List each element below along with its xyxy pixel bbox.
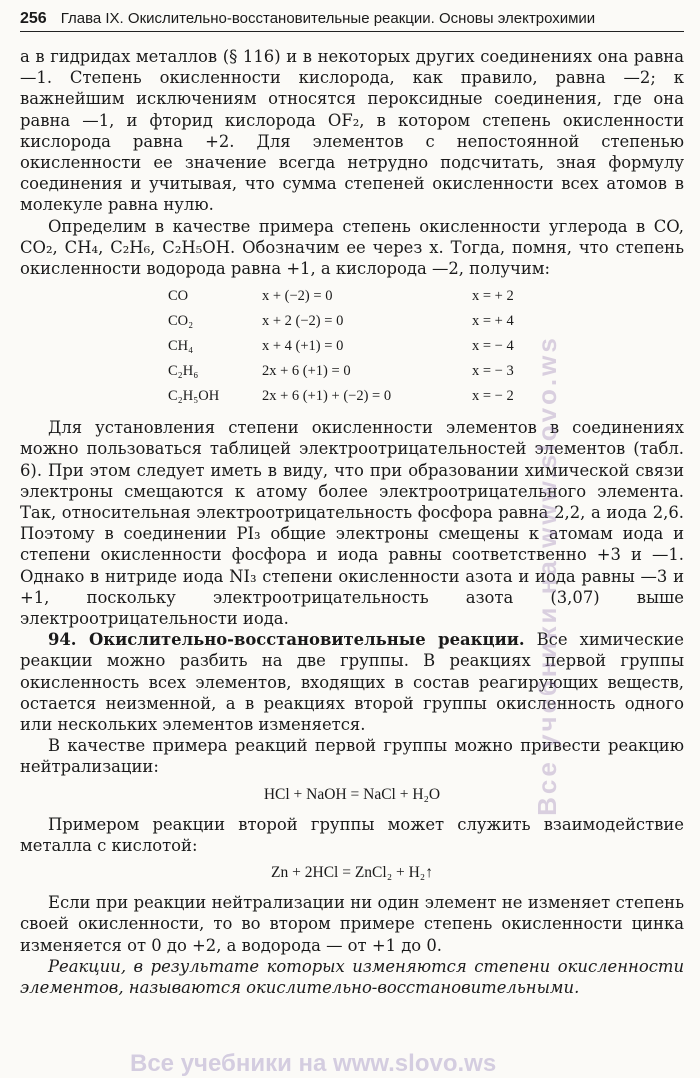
paragraph-3: Для установления степени окисленности элементов в соединениях можно пользоваться таблицей электроотрицательностей элементов (табл. 6). При этом следует иметь в виду, что при образовании химической связи электроны смещаются к атому более электроотрицательного элемента. Так, относительная электроотрицательность фосфора равна 2,2, а иода 2,6. Поэтому в соединении PI₃ общие электроны смещены к атомам иода и степени окисленности фосфора и иода равны соответственно +3 и —1. Однако в нитриде иода NI₃ степени окисленности азота и иода равны —3 и +1, поскольку электроотрицательность азота (3,07) выше электроотрицательности иода. <box>20 418 684 629</box>
page-number: 256 <box>20 10 47 27</box>
formula-equation: x + (−2) = 0 <box>262 288 333 305</box>
formula-compound: C₂H₆ <box>168 363 199 380</box>
side-watermark: Все учебники на www.slovo.ws <box>532 335 563 816</box>
formula-result: x = − 3 <box>472 363 514 380</box>
formula-equation: 2x + 6 (+1) = 0 <box>262 363 351 380</box>
formula-row <box>20 384 684 409</box>
oxidation-state-formulas <box>20 284 684 409</box>
formula-result: x = − 4 <box>472 338 514 355</box>
paragraph-2: Определим в качестве примера степень окисленности углерода в CO, CO₂, CH₄, C₂H₆, C₂H₅OH. Обозначим ее через x. Тогда, помня, что степень окисленности водорода равна +1, а кислорода —2, получим: <box>20 216 684 279</box>
paragraph-1: а в гидридах металлов (§ 116) и в некоторых других соединениях она равна —1. Степень окисленности кислорода, как правило, равна —2; к важнейшим исключениям относятся пероксидные соединения, где она равна —1, и фторид кислорода OF₂, в котором степень окисленности кислорода равна +2. Для элементов с непостоянной степенью окисленности ее значение всегда нетрудно подсчитать, зная формулу соединения и учитывая, что сумма степеней окисленности всех атомов в молекуле равна нулю. <box>20 47 684 215</box>
neutralization-equation: HCl + NaOH = NaCl + H₂O <box>263 785 441 803</box>
formula-row <box>20 309 684 334</box>
formula-equation: x + 2 (−2) = 0 <box>262 313 344 330</box>
running-title: Глава IX. Окислительно-восстановительные реакции. Основы электрохимии <box>60 10 596 27</box>
formula-compound: CO <box>168 288 189 305</box>
redox-equation: Zn + 2HCl = ZnCl₂ + H₂↑ <box>271 864 433 882</box>
paragraph-7: Если при реакции нейтрализации ни один элемент не изменяет степень своей окисленности, то во втором примере степень окисленности цинка изменяется от 0 до +2, а водорода — от +1 до 0. <box>20 893 684 955</box>
formula-equation: x + 4 (+1) = 0 <box>262 338 344 355</box>
formula-row <box>20 334 684 359</box>
paragraph-6: Примером реакции второй группы может служить взаимодействие металла с кислотой: <box>20 814 684 855</box>
formula-result: x = − 2 <box>472 388 514 405</box>
formula-result: x = + 2 <box>472 288 514 305</box>
section-94 <box>20 629 684 735</box>
page-header <box>20 10 684 32</box>
formula-compound: CO₂ <box>168 313 194 330</box>
paragraph-4: Все химические реакции можно разбить на две группы. В реакциях первой группы окисленность всех элементов, входящих в состав реагирующих веществ, остается неизменной, а в реакциях второй группы окисленность одного или нескольких элементов изменяется. <box>20 630 684 735</box>
formula-compound: C₂H₅OH <box>168 388 220 405</box>
paragraph-5: В качестве примера реакций первой группы можно привести реакцию нейтрализации: <box>20 736 684 777</box>
formula-compound: CH₄ <box>168 338 194 355</box>
formula-equation: 2x + 6 (+1) + (−2) = 0 <box>262 388 392 405</box>
formula-result: x = + 4 <box>472 313 514 330</box>
formula-row <box>20 284 684 309</box>
book-page <box>20 10 684 998</box>
bottom-watermark: Все учебники на www.slovo.ws <box>130 1050 497 1077</box>
section-heading: 94. Окислительно-восстановительные реакции. <box>48 630 525 650</box>
definition-paragraph: Реакции, в результате которых изменяются степени окисленности элементов, называются окислительно-восстановительными. <box>20 956 684 997</box>
formula-row <box>20 359 684 384</box>
